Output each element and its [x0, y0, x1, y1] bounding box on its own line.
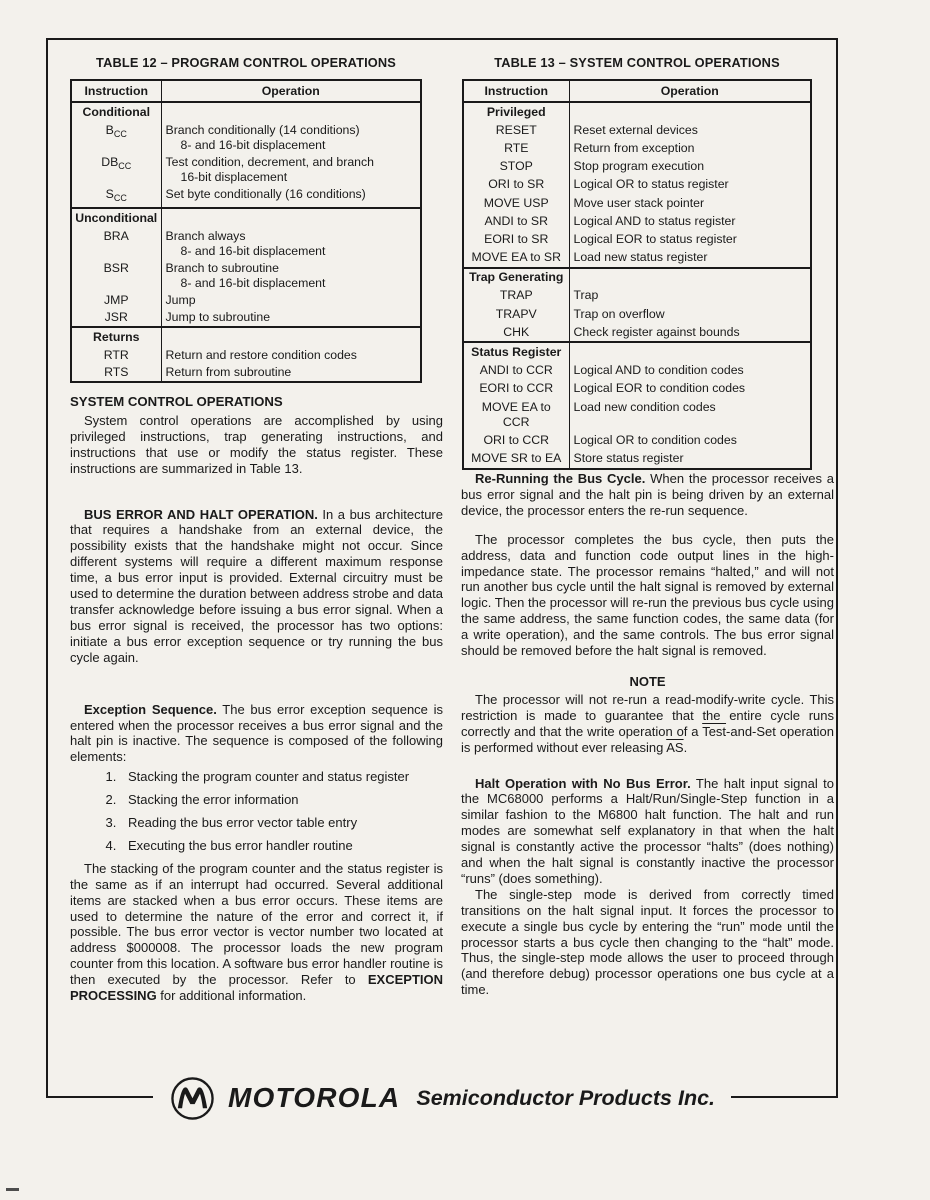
instruction-cell: EORI to CCR	[463, 380, 569, 398]
operation-cell: Branch to subroutine 8- and 16-bit displacement	[165, 261, 326, 290]
text-segment: The processor completes the bus cycle, then puts the address, data and function code output lines in the high-impedance state. The processor remains “halted,” and will not run another bus cycle until the halt signal is removed by external logic. Then the processor will re-run the previous bus cycle using the same address, the same function codes, the same data (for a write operation), and the same controls. The bus error signal should be removed before the halt signal is removed.	[461, 531, 834, 659]
table-group	[71, 102, 421, 208]
text-segment: .	[683, 739, 688, 755]
instruction-cell: MOVE EA to CCR	[463, 398, 569, 431]
column-header: Operation	[569, 80, 811, 102]
exception-sequence-list	[70, 769, 443, 854]
column-header: Instruction	[71, 80, 161, 102]
instruction-cell: CHK	[463, 323, 569, 342]
paragraph-halt-operation	[461, 776, 834, 887]
table12-title: TABLE 12 – PROGRAM CONTROL OPERATIONS	[96, 55, 396, 70]
text-segment: In a bus architecture that requires a handshake from an external device, the possibility exists that the handshake might not occur. Since different systems will require a different maximum response time, a bus error input is provided. External circuitry must be used to determine the duration between address strobe and data transfer acknowledge before issuing a bus error signal. When a bus error signal is received, the processor has two options: initiate a bus error exception sequence or try running the bus cycle again.	[70, 506, 443, 665]
instruction-cell: BRA	[71, 228, 161, 260]
group-label-row: Returns	[71, 327, 421, 347]
operation-cell: Logical AND to condition codes	[573, 363, 744, 378]
table-row	[463, 249, 811, 268]
table-group	[463, 342, 811, 468]
left-text-column	[70, 394, 443, 1004]
operation-cell: Reset external devices	[573, 122, 698, 137]
instruction-table	[70, 79, 422, 383]
table-row	[463, 230, 811, 248]
list-item: 2. Stacking the error information	[120, 792, 443, 808]
header-row	[463, 80, 811, 102]
list-item: 3. Reading the bus error vector table entry	[120, 815, 443, 831]
instruction-cell: ORI to SR	[463, 176, 569, 194]
instruction-cell: MOVE EA to SR	[463, 249, 569, 268]
paragraph-stacking	[70, 861, 443, 1004]
table-row	[71, 364, 421, 382]
operation-cell: Load new condition codes	[573, 399, 716, 414]
text-segment: Halt Operation with No Bus Error.	[475, 775, 691, 791]
instruction-cell: JSR	[71, 309, 161, 327]
table-row	[463, 194, 811, 212]
table-row	[463, 449, 811, 468]
instruction-cell: $DB_{CC}$	[71, 154, 161, 186]
instruction-cell: JMP	[71, 292, 161, 309]
text-segment: for additional information.	[156, 988, 307, 1004]
table-row	[463, 323, 811, 342]
operation-cell: Test condition, decrement, and branch 16-bit displacement	[165, 155, 374, 184]
text-segment: The single-step mode is derived from correctly timed transitions on the halt signal input. It forces the processor to execute a single bus cycle by entering the “run” mode until the processor starts a bus cycle then changing to the “halt” mode. Thus, the single-step mode allows the user to proceed through (and therefore debug) processor operations one bus cycle at a time.	[461, 886, 834, 998]
table-group	[71, 208, 421, 327]
table-system-control-operations	[462, 79, 812, 470]
paragraph-exception-sequence	[70, 702, 443, 766]
column-header: Operation	[161, 80, 421, 102]
text-segment: When the processor receives a bus error signal and the halt pin is being driven by an external device, the processor enters the re-run sequence.	[461, 471, 834, 518]
group-label-row: Trap Generating	[463, 268, 811, 287]
paragraph-bus-error-halt	[70, 507, 443, 666]
operation-cell: Return from exception	[573, 140, 695, 155]
table-group	[463, 102, 811, 268]
section-heading-system-control: SYSTEM CONTROL OPERATIONS	[70, 394, 283, 409]
table-row	[71, 186, 421, 208]
table-row	[463, 380, 811, 398]
operation-cell: Trap	[573, 288, 599, 303]
brand-tagline: Semiconductor Products Inc.	[416, 1085, 716, 1110]
instruction-cell: $S_{CC}$	[71, 186, 161, 208]
instruction-cell: MOVE USP	[463, 194, 569, 212]
instruction-cell: $B_{CC}$	[71, 122, 161, 154]
operation-cell: Move user stack pointer	[573, 195, 705, 210]
operation-cell: Store status register	[573, 450, 684, 465]
instruction-cell: RTR	[71, 347, 161, 364]
paragraph-single-step	[461, 887, 834, 998]
operation-cell: Trap on overflow	[573, 306, 665, 321]
table-row	[71, 122, 421, 154]
operation-cell: Jump to subroutine	[165, 310, 271, 324]
instruction-table	[462, 79, 812, 470]
operation-cell: Logical OR to condition codes	[573, 432, 737, 447]
group-label-row: Unconditional	[71, 208, 421, 228]
text-segment: EXCEPTION PROCESSING	[70, 972, 443, 1004]
table-row	[71, 309, 421, 327]
brand-name: MOTOROLA	[227, 1082, 401, 1113]
instruction-cell: TRAP	[463, 287, 569, 305]
text-segment: Test	[702, 723, 727, 739]
instruction-cell: MOVE SR to EA	[463, 449, 569, 468]
instruction-cell: RTS	[71, 364, 161, 382]
text-segment: $\overline{AS}$	[666, 739, 684, 755]
text-segment: The processor will not re-run a read-modify-write cycle. This restriction is made to guarantee that the entire cycle runs correctly and that the write operation of a	[461, 691, 834, 739]
table-row	[463, 398, 811, 431]
table-row	[71, 154, 421, 186]
text-segment: System control operations are accomplished by using privileged instructions, trap generating instructions, and instructions that use or modify the status register. These instructions are summarized in Table 13.	[70, 412, 443, 476]
operation-cell: Logical AND to status register	[573, 213, 736, 228]
paragraph-system-control	[70, 413, 443, 477]
table-row	[463, 139, 811, 157]
text-segment: -and-Set operation is performed without ever releasing	[461, 723, 834, 755]
operation-cell: Logical OR to status register	[573, 177, 729, 192]
footer-brand-group	[153, 1075, 731, 1122]
operation-cell: Return from subroutine	[165, 365, 292, 379]
column-header: Instruction	[463, 80, 569, 102]
operation-cell: Logical EOR to condition codes	[573, 381, 746, 396]
instruction-cell: BSR	[71, 260, 161, 292]
operation-cell: Branch conditionally (14 conditions) 8- and 16-bit displacement	[165, 123, 360, 152]
right-text-column	[461, 471, 834, 998]
table-group	[463, 268, 811, 343]
instruction-cell: ORI to CCR	[463, 431, 569, 449]
instruction-cell: ANDI to SR	[463, 212, 569, 230]
note-heading: NOTE	[629, 673, 666, 689]
instruction-cell: RESET	[463, 121, 569, 139]
table-row	[463, 158, 811, 176]
operation-cell: Stop program execution	[573, 159, 705, 174]
operation-cell: Logical EOR to status register	[573, 231, 737, 246]
operation-cell: Check register against bounds	[573, 324, 740, 339]
table-group	[71, 327, 421, 382]
text-segment: Re-Running the Bus Cycle.	[475, 471, 646, 486]
table-row	[71, 347, 421, 364]
table-row	[71, 260, 421, 292]
table-row	[463, 212, 811, 230]
paragraph-processor-completes	[461, 532, 834, 659]
motorola-m-logo-icon	[169, 1075, 216, 1122]
table13-title: TABLE 13 – SYSTEM CONTROL OPERATIONS	[494, 55, 780, 70]
table-row	[463, 121, 811, 139]
instruction-cell: RTE	[463, 139, 569, 157]
operation-cell: Jump	[165, 293, 196, 307]
operation-cell: Set byte conditionally (16 conditions)	[165, 187, 366, 201]
scan-artifact-dash	[6, 1188, 19, 1191]
text-segment: Exception Sequence.	[84, 701, 217, 717]
text-segment: BUS ERROR AND HALT OPERATION.	[84, 506, 318, 522]
table-row	[463, 431, 811, 449]
list-item: 4. Executing the bus error handler routine	[120, 838, 443, 854]
group-label-row: Status Register	[463, 342, 811, 361]
instruction-cell: TRAPV	[463, 305, 569, 323]
footer	[46, 1070, 838, 1126]
instruction-cell: EORI to SR	[463, 230, 569, 248]
group-label-row: Conditional	[71, 102, 421, 122]
table-row	[463, 287, 811, 305]
operation-cell: Branch always 8- and 16-bit displacement	[165, 229, 326, 258]
table-row	[463, 176, 811, 194]
paragraph-note	[461, 692, 834, 756]
table-program-control-operations	[70, 79, 422, 383]
operation-cell: Return and restore condition codes	[165, 348, 357, 362]
table-row	[463, 305, 811, 323]
group-label-row: Privileged	[463, 102, 811, 121]
paragraph-rerunning-bus-cycle	[461, 471, 834, 519]
instruction-cell: STOP	[463, 158, 569, 176]
table-row	[463, 362, 811, 380]
text-segment: The bus error exception sequence is entered when the processor receives a bus error signal and the halt pin is inactive. The sequence is composed of the following elements:	[70, 701, 443, 765]
header-row	[71, 80, 421, 102]
list-item: 1. Stacking the program counter and status register	[120, 769, 443, 785]
table-row	[71, 292, 421, 309]
text-segment: The halt input signal to the MC68000 performs a Halt/Run/Single-Step function in a similar fashion to the M6800 halt function. The halt and run modes are somewhat self explanatory in that when the halt signal is constantly active the processor “halts” (does nothing) and when the halt signal is constantly inactive the processor “runs” (does something).	[461, 775, 835, 886]
operation-cell: Load new status register	[573, 250, 708, 265]
instruction-cell: ANDI to CCR	[463, 362, 569, 380]
text-segment: The stacking of the program counter and the status register is the same as if an interrupt had occurred. Several additional items are stacked when a bus error occurs. These items are used to determine the nature of the error and correct it, if possible. The bus error vector is vector number two located at address $000008. The processor loads the new program counter from this location. A software bus error handler routine is then executed by the processor. Refer to	[70, 860, 443, 988]
table-row	[71, 228, 421, 260]
